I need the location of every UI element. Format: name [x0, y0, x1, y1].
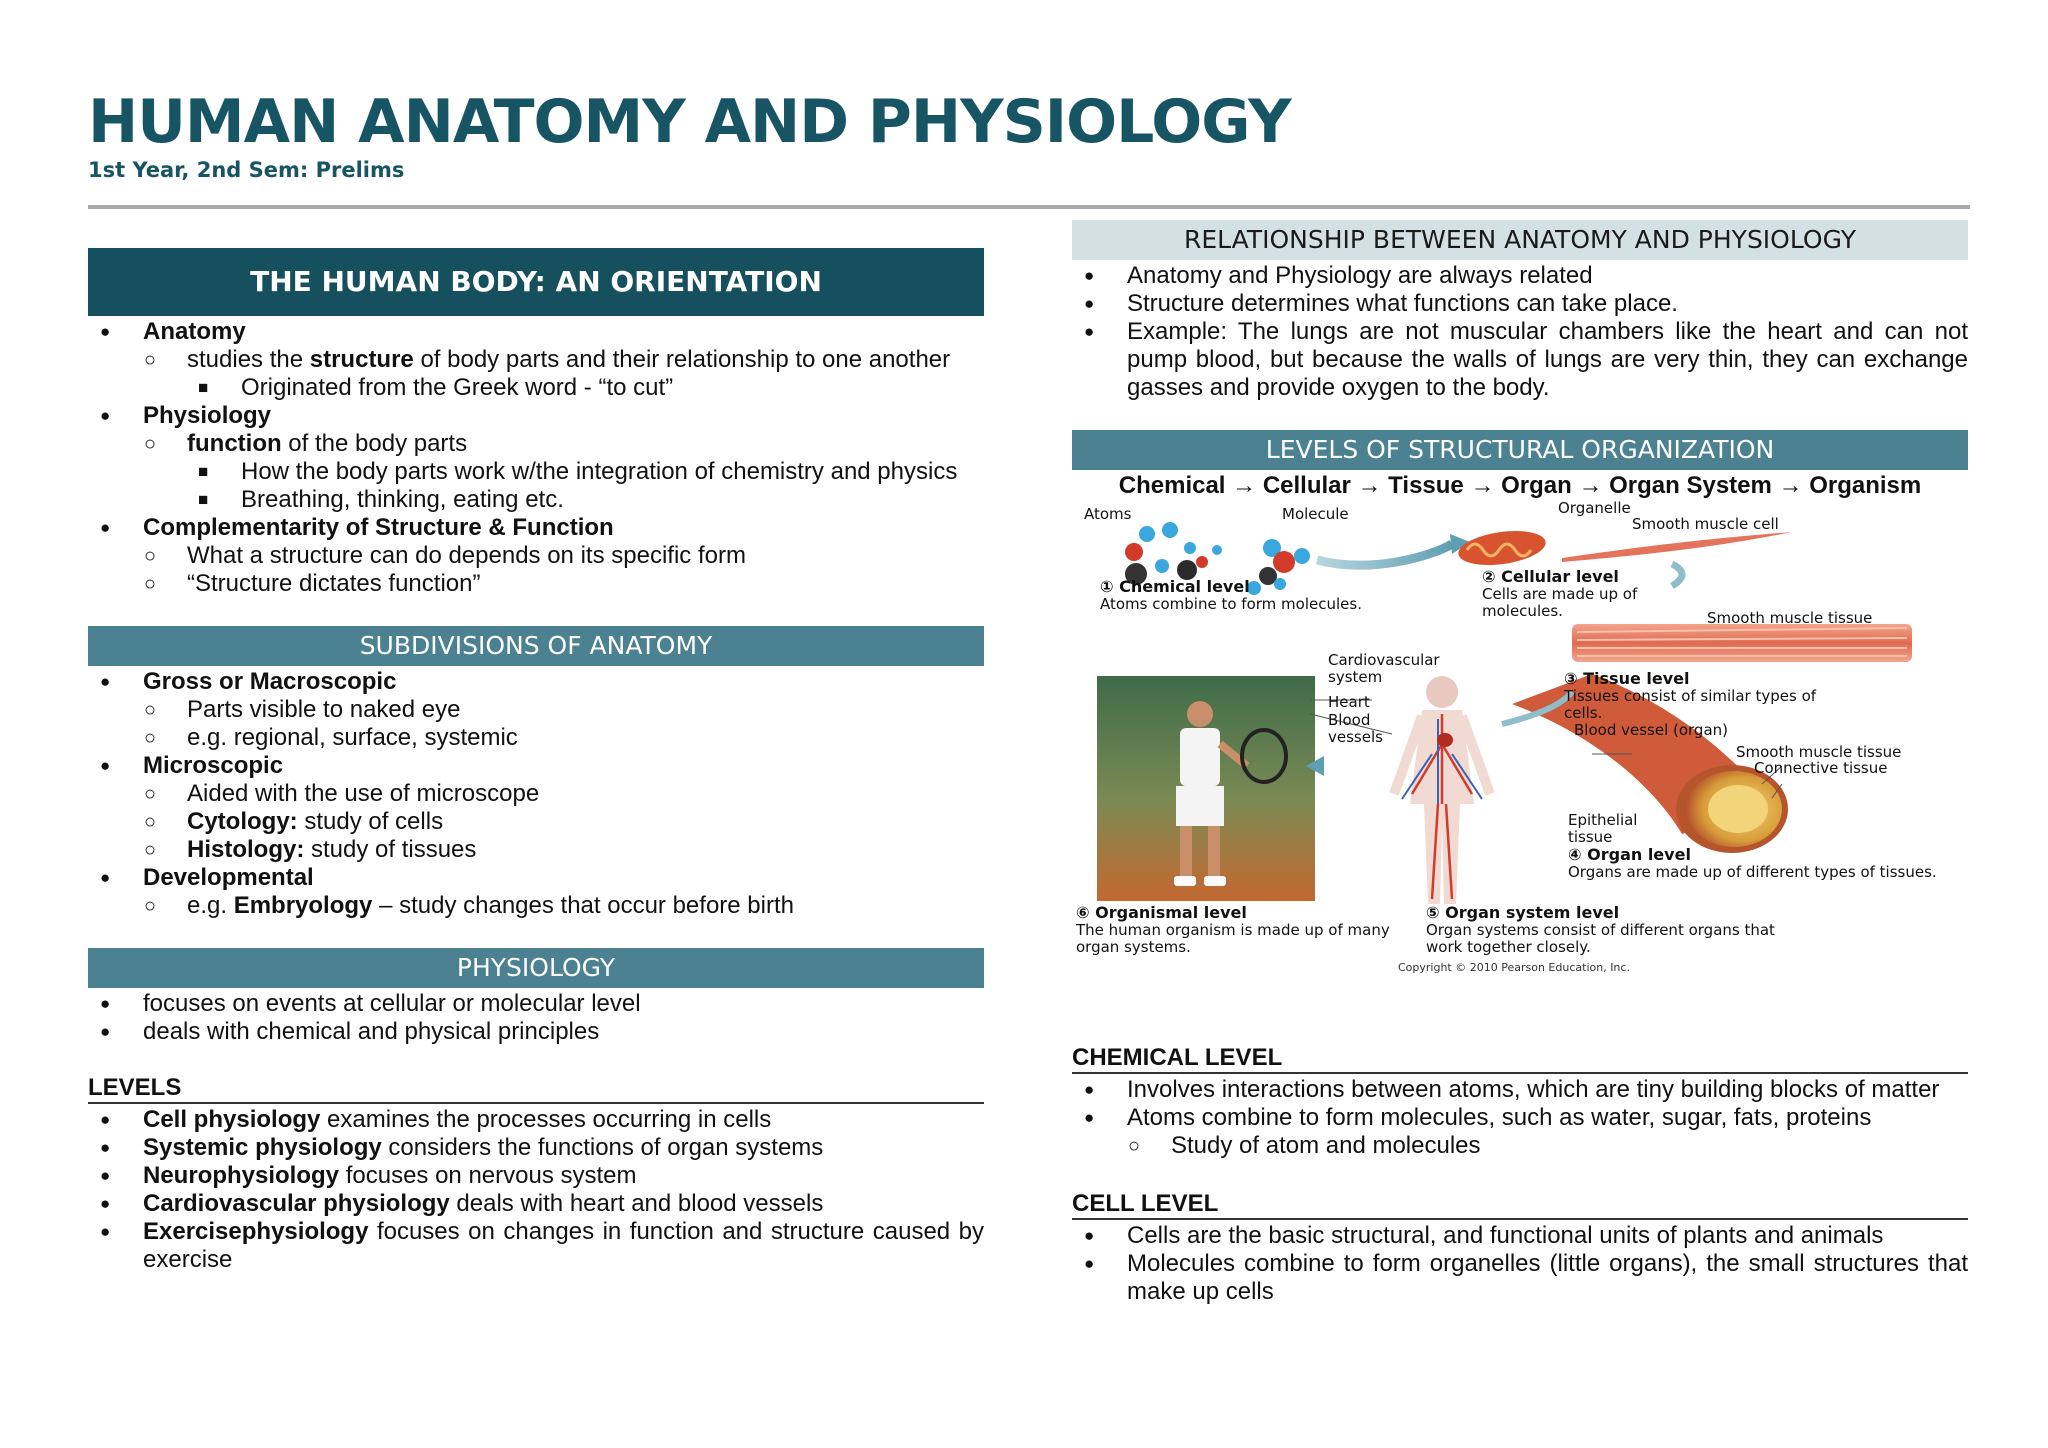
- relationship-list: [1072, 262, 1968, 402]
- level-term: Cardiovascular physiology: [143, 1190, 450, 1217]
- level-text: deals with heart and blood vessels: [449, 1190, 824, 1217]
- document-title: HUMAN ANATOMY AND PHYSIOLOGY: [88, 87, 1291, 157]
- relationship-heading: RELATIONSHIP BETWEEN ANATOMY AND PHYSIOLOGY: [1072, 220, 1968, 260]
- structural-organization-figure: [1072, 499, 1968, 1014]
- chemical-level-heading: CHEMICAL LEVEL: [1072, 1042, 1968, 1074]
- histology-text: study of tissues: [304, 836, 477, 863]
- heart-label: Heart: [1328, 693, 1370, 711]
- list-item: [1072, 318, 1968, 402]
- gross-text: Parts visible to naked eye: [187, 696, 461, 723]
- list-item: [1072, 1132, 1968, 1160]
- physiology-heading: PHYSIOLOGY: [88, 948, 984, 988]
- list-item: [88, 808, 984, 836]
- physiology-bold: function: [187, 430, 282, 457]
- histology-term: Histology:: [187, 836, 305, 863]
- developmental-term: Developmental: [143, 864, 314, 891]
- list-item: [88, 514, 984, 542]
- organ-level-caption: [1568, 846, 1968, 881]
- physiology-text: of the body parts: [281, 430, 468, 457]
- list-item: [88, 724, 984, 752]
- list-item: [88, 374, 984, 402]
- list-item: [1072, 1222, 1968, 1250]
- list-item: [88, 836, 984, 864]
- list-item: [88, 542, 984, 570]
- list-item: [88, 430, 984, 458]
- gross-text: e.g. regional, surface, systemic: [187, 724, 518, 751]
- atoms-label: Atoms: [1084, 505, 1132, 523]
- micro-term: Microscopic: [143, 752, 284, 779]
- gross-term: Gross or Macroscopic: [143, 668, 397, 695]
- chemical-level-list: [1072, 1076, 1968, 1160]
- complementarity-text: What a structure can do depends on its specific form: [187, 542, 746, 569]
- organismal-level-desc: The human organism is made up of many organ systems.: [1076, 921, 1390, 956]
- relationship-point: Example: The lungs are not muscular chambers like the heart and can not pump blood, but because the walls of lungs are very thin, they can exchange gasses and provide oxygen to the body.: [1127, 318, 1968, 401]
- physiology-list: [88, 990, 984, 1046]
- list-item: [88, 486, 984, 514]
- physiology-term: Physiology: [143, 402, 272, 429]
- orientation-heading: THE HUMAN BODY: AN ORIENTATION: [88, 248, 984, 316]
- cytology-text: study of cells: [297, 808, 444, 835]
- list-item: [88, 1190, 984, 1218]
- list-item: [88, 1018, 984, 1046]
- level-term: Cell physiology: [143, 1106, 321, 1133]
- tissue-level-title: ③ Tissue level: [1564, 669, 1690, 688]
- list-item: [88, 780, 984, 808]
- organ-level-desc: Organs are made up of different types of tissues.: [1568, 863, 1937, 881]
- list-item: [88, 570, 984, 598]
- anatomy-bold: structure: [309, 346, 414, 373]
- list-item: [88, 696, 984, 724]
- left-column: [88, 248, 984, 1274]
- molecule-label: Molecule: [1282, 505, 1349, 523]
- cell-level-heading: CELL LEVEL: [1072, 1188, 1968, 1220]
- organism-photo: [1097, 676, 1315, 901]
- anatomy-text-end: of body parts and their relationship to one another: [413, 346, 951, 373]
- physiology-sub: Breathing, thinking, eating etc.: [241, 486, 564, 513]
- level-term: Neurophysiology: [143, 1162, 340, 1189]
- organ-system-level-desc: Organ systems consist of different organs that work together closely.: [1426, 921, 1775, 956]
- chemical-point: Involves interactions between atoms, which are tiny building blocks of matter: [1127, 1076, 1940, 1103]
- organismal-level-caption: [1076, 904, 1416, 956]
- list-item: [1072, 1250, 1968, 1306]
- list-item: [88, 668, 984, 696]
- list-item: [1072, 1104, 1968, 1132]
- cell-level-list: [1072, 1222, 1968, 1306]
- level-text: examines the processes occurring in cells: [320, 1106, 772, 1133]
- document-subtitle: 1st Year, 2nd Sem: Prelims: [88, 158, 405, 182]
- level-term: Exercisephysiology: [143, 1218, 369, 1245]
- list-item: [88, 752, 984, 780]
- dev-text: e.g.: [187, 892, 234, 919]
- subdivisions-list: [88, 668, 984, 920]
- physiology-point: focuses on events at cellular or molecular level: [143, 990, 641, 1017]
- anatomy-text: studies the: [187, 346, 310, 373]
- list-item: [88, 458, 984, 486]
- complementarity-term: Complementarity of Structure & Function: [143, 514, 614, 541]
- level-text: focuses on nervous system: [339, 1162, 637, 1189]
- chemical-level-caption: [1100, 578, 1460, 613]
- tissue-level-caption: [1564, 670, 1844, 722]
- list-item: [1072, 262, 1968, 290]
- orientation-list: [88, 318, 984, 598]
- chemical-sub: Study of atom and molecules: [1171, 1132, 1481, 1159]
- smooth-muscle-tissue-label: Smooth muscle tissue: [1707, 609, 1873, 627]
- chemical-level-title: ① Chemical level: [1100, 577, 1250, 596]
- list-item: [1072, 1076, 1968, 1104]
- figure-copyright: Copyright © 2010 Pearson Education, Inc.: [1398, 961, 1630, 974]
- cell-point: Cells are the basic structural, and functional units of plants and animals: [1127, 1222, 1884, 1249]
- cellular-level-title: ② Cellular level: [1482, 567, 1619, 586]
- organ-system-level-caption: [1426, 904, 1806, 956]
- list-item: [88, 346, 984, 374]
- level-text: focuses on changes in function and structure caused by exercise: [143, 1218, 984, 1273]
- chemical-point: Atoms combine to form molecules, such as water, sugar, fats, proteins: [1127, 1104, 1872, 1131]
- list-item: [1072, 290, 1968, 318]
- list-item: [88, 402, 984, 430]
- complementarity-text: “Structure dictates function”: [187, 570, 481, 597]
- cellular-level-caption: [1482, 568, 1712, 620]
- embryology-term: Embryology: [233, 892, 373, 919]
- levels-heading: LEVELS: [88, 1072, 984, 1104]
- cytology-term: Cytology:: [187, 808, 298, 835]
- organelle-label: Organelle: [1558, 499, 1631, 517]
- list-item: [88, 318, 984, 346]
- cardiovascular-figure: [1394, 676, 1490, 904]
- physiology-sub: How the body parts work w/the integration of chemistry and physics: [241, 458, 958, 485]
- physiology-point: deals with chemical and physical principles: [143, 1018, 600, 1045]
- list-item: [88, 1218, 984, 1274]
- list-item: [88, 1106, 984, 1134]
- list-item: [88, 1162, 984, 1190]
- relationship-point: Anatomy and Physiology are always related: [1127, 262, 1593, 289]
- organelle-icon: [1456, 526, 1548, 570]
- relationship-point: Structure determines what functions can take place.: [1127, 290, 1678, 317]
- subdivisions-heading: SUBDIVISIONS OF ANATOMY: [88, 626, 984, 666]
- list-item: [88, 864, 984, 892]
- tissue-level-desc: Tissues consist of similar types of cells.: [1564, 687, 1817, 722]
- blood-vessels-label: Blood vessels: [1328, 711, 1383, 746]
- level-text: considers the functions of organ systems: [381, 1134, 824, 1161]
- blood-vessel-organ-label: Blood vessel (organ): [1574, 721, 1729, 739]
- connective-tissue-label: Connective tissue: [1754, 759, 1888, 777]
- organ-level-title: ④ Organ level: [1568, 845, 1691, 864]
- cellular-level-desc: Cells are made up of molecules.: [1482, 585, 1638, 620]
- cardiovascular-system-label: Cardiovascular system: [1328, 651, 1440, 686]
- muscle-tissue-icon: [1572, 624, 1912, 662]
- dev-text-end: – study changes that occur before birth: [372, 892, 794, 919]
- atoms-icon: [1125, 522, 1222, 585]
- cell-point: Molecules combine to form organelles (little organs), the small structures that make up cells: [1127, 1250, 1968, 1305]
- muscle-cell-icon: [1562, 532, 1792, 562]
- right-column: [1072, 220, 1968, 1306]
- list-item: [88, 892, 984, 920]
- smooth-muscle-tissue-label-2: Smooth muscle tissue: [1736, 743, 1902, 761]
- levels-list: [88, 1106, 984, 1274]
- anatomy-origin: Originated from the Greek word - “to cut”: [241, 374, 674, 401]
- list-item: [88, 1134, 984, 1162]
- organismal-level-title: ⑥ Organismal level: [1076, 903, 1247, 922]
- smooth-muscle-cell-label: Smooth muscle cell: [1632, 515, 1779, 533]
- level-term: Systemic physiology: [143, 1134, 382, 1161]
- micro-text: Aided with the use of microscope: [187, 780, 540, 807]
- anatomy-term: Anatomy: [143, 318, 246, 345]
- list-item: [88, 990, 984, 1018]
- organ-system-level-title: ⑤ Organ system level: [1426, 903, 1620, 922]
- structural-heading: LEVELS OF STRUCTURAL ORGANIZATION: [1072, 430, 1968, 470]
- epithelial-tissue-label: Epithelial tissue: [1568, 811, 1638, 846]
- title-divider: [88, 205, 1970, 209]
- organization-chain: Chemical → Cellular → Tissue → Organ → Organ System → Organism: [1118, 472, 1922, 499]
- chemical-level-desc: Atoms combine to form molecules.: [1100, 595, 1362, 613]
